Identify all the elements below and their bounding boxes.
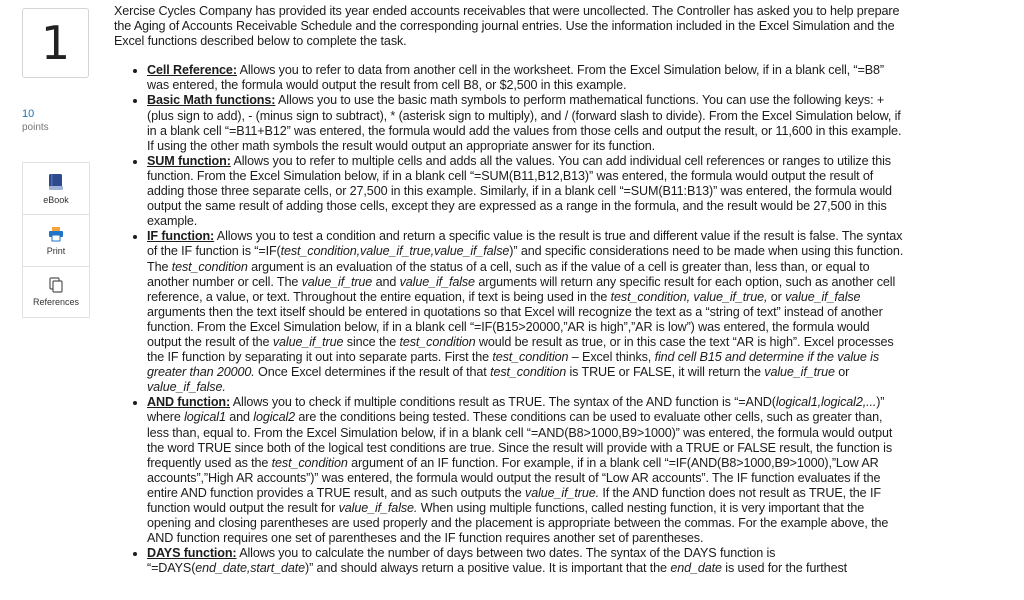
- italic-text: logical2: [253, 410, 296, 425]
- description-text: and: [372, 274, 400, 289]
- list-item: [147, 395, 904, 546]
- description-text: arguments will return any specific result for each option, such as another cell reference, a value, or text. Throughout the entire equation, if text is being used in the: [147, 274, 896, 304]
- italic-text: value_if_true: [272, 334, 344, 349]
- ebook-button[interactable]: [22, 162, 90, 214]
- function-term: DAYS function:: [147, 546, 237, 561]
- italic-text: test_condition: [492, 350, 569, 365]
- italic-text: test_condition: [271, 455, 348, 470]
- italic-text: end_date: [670, 561, 722, 576]
- list-item: [147, 546, 904, 576]
- italic-text: test_condition,value_if_true,value_if_false: [280, 244, 510, 259]
- description-text: arguments then the text itself should be entered in quotations so that Excel will recognize the text as a “string of text” instead of another function. From the Excel Simulation below, if in a blank cell “=IF(B15>20000,”AR is high”,”AR is low”) was entered, the formula would output the result of the: [147, 304, 883, 349]
- question-content: [114, 4, 904, 576]
- printer-icon: [48, 226, 64, 242]
- description-text: Allows you to refer to data from another cell in the worksheet. From the Excel Simulation below, if in a blank cell, “=B8” was entered, the formula would output the result from cell B8, or $2,500 in this example.: [147, 63, 884, 93]
- italic-text: value_if_false.: [147, 380, 226, 395]
- function-term: Cell Reference:: [147, 63, 237, 78]
- description-text: are the conditions being tested. These conditions can be used to evaluate other cells, such as greater than, less than, equal to. From the Excel Simulation below, if in a blank cell “=AND(B8>1000,B9>1000)” was entered, the formula would output the word TRUE since both of the logical test conditions are true. Since the result will provide with a TRUE or FALSE result, the function is frequently used as the: [147, 410, 893, 470]
- print-label: Print: [46, 245, 66, 256]
- italic-text: value_if_true.: [525, 485, 599, 500]
- description-text: and: [225, 410, 254, 425]
- points-value: 10: [22, 108, 35, 120]
- italic-text: end_date,start_date: [195, 561, 306, 576]
- points-block: [22, 108, 49, 134]
- points-label: points: [22, 122, 49, 133]
- description-text: is TRUE or FALSE, it will return the: [566, 365, 765, 380]
- description-text: When using multiple functions, called nesting function, it is very important that the opening and closing parentheses are used properly and the placement is appropriate between the commas. For the example above, the AND function requires one set of parentheses and the IF function requires another set of parentheses.: [147, 501, 889, 546]
- description-text: Once Excel determines if the result of that: [254, 365, 491, 380]
- description-text: )” and should always return a positive value. It is important that the: [305, 561, 671, 576]
- print-button[interactable]: [22, 214, 90, 266]
- list-item: [147, 229, 904, 395]
- italic-text: test_condition: [171, 259, 248, 274]
- italic-text: test_condition, value_if_true,: [610, 289, 768, 304]
- references-icon: [49, 277, 63, 293]
- description-text: Allows you to refer to multiple cells and adds all the values. You can add individual cell references or ranges to utilize this function. From the Excel Simulation below, if in a blank cell “=SUM(B11,B12,B13)” was entered, the formula would output the result of adding those three separate cells, or 27,500 in this example. Similarly, if in a blank cell “=SUM(B11:B13)” was entered, the formula would output the same result of adding those cells, except they are expressed as a range in the formula, and the result would be 27,500 in this example.: [147, 153, 892, 229]
- description-text: or: [834, 365, 850, 380]
- italic-text: value_if_false.: [338, 501, 418, 515]
- description-text: argument of an IF function. For example, if in a blank cell “=IF(AND(B8>1000,B9>1000),”Low AR accounts”,”High AR accounts”)” was entered, the formula would output the result of “Low AR accounts”. The IF function evaluates if the entire AND function provides a TRUE result, and as such outputs the: [147, 455, 881, 500]
- question-number: 1: [22, 8, 89, 78]
- description-text: If the AND function does not result as TRUE, the IF function would output the result for: [147, 485, 881, 515]
- italic-text: test_condition: [490, 365, 567, 380]
- function-term: Basic Math functions:: [147, 93, 276, 108]
- description-text: is used for the furthest: [721, 561, 848, 576]
- description-text: )” and specific considerations need to be made when using this function. The: [147, 244, 904, 274]
- description-text: Allows you to calculate the number of days between two dates. The syntax of the DAYS function is “=DAYS(: [147, 546, 776, 576]
- references-button[interactable]: [22, 266, 90, 318]
- list-item: [147, 63, 904, 93]
- description-text: Allows you to use the basic math symbols to perform mathematical functions. You can use the following keys: + (plus sign to add), - (minus sign to subtract), * (asterisk sign to multiply), and / (forward slash to divide). From the Excel Simulation below, if in a blank cell “=B11+B12” was entered, the formula would add the values from those cells and output the result, or 11,600 in this example. If using the other math symbols the result would output an appropriate answer for its function.: [147, 93, 902, 153]
- ebook-label: eBook: [43, 194, 69, 205]
- description-text: – Excel thinks,: [568, 350, 655, 365]
- description-text: Allows you to test a condition and return a specific value is the result is true and different value if the result is false. The syntax of the IF function is “=IF(: [147, 229, 903, 259]
- function-term: IF function:: [147, 229, 215, 244]
- references-label: References: [32, 297, 80, 307]
- description-text: would be result as true, or in this case the text “AR is high”. Excel processes the IF function by separating it out into separate parts. First the: [147, 334, 894, 365]
- book-icon: [48, 173, 64, 191]
- list-item: [147, 154, 904, 229]
- list-item: [147, 93, 904, 153]
- intro-paragraph: Xercise Cycles Company has provided its year ended accounts receivables that were uncollected. The Controller has asked you to help prepare the Aging of Accounts Receivable Schedule and the corresponding journal entries. Use the information included in the Excel Simulation and the Excel functions described below to complete the task.: [114, 4, 900, 49]
- italic-text: logical1: [184, 410, 226, 425]
- italic-text: value_if_false: [399, 274, 475, 289]
- description-text: argument is an evaluation of the status of a cell, such as if the value of a cell is greater than, less than, or equal to another number or cell. The: [147, 259, 870, 289]
- description-text: )” where: [147, 395, 885, 425]
- italic-text: value_if_true: [301, 274, 373, 289]
- italic-text: logical1,logical2,...: [775, 395, 877, 410]
- description-text: or: [767, 289, 786, 304]
- function-term: SUM function:: [147, 153, 231, 168]
- function-term: AND function:: [147, 395, 231, 410]
- italic-text: value_if_false: [785, 289, 861, 304]
- italic-text: find cell B15 and determine if the value is greater than 20000.: [147, 350, 880, 380]
- italic-text: test_condition: [399, 334, 476, 349]
- tool-panel: [22, 162, 90, 318]
- function-list: [114, 63, 904, 576]
- italic-text: value_if_true: [764, 365, 835, 380]
- description-text: Allows you to check if multiple conditions result as TRUE. The syntax of the AND function is “=AND(: [230, 395, 776, 410]
- description-text: since the: [343, 334, 400, 349]
